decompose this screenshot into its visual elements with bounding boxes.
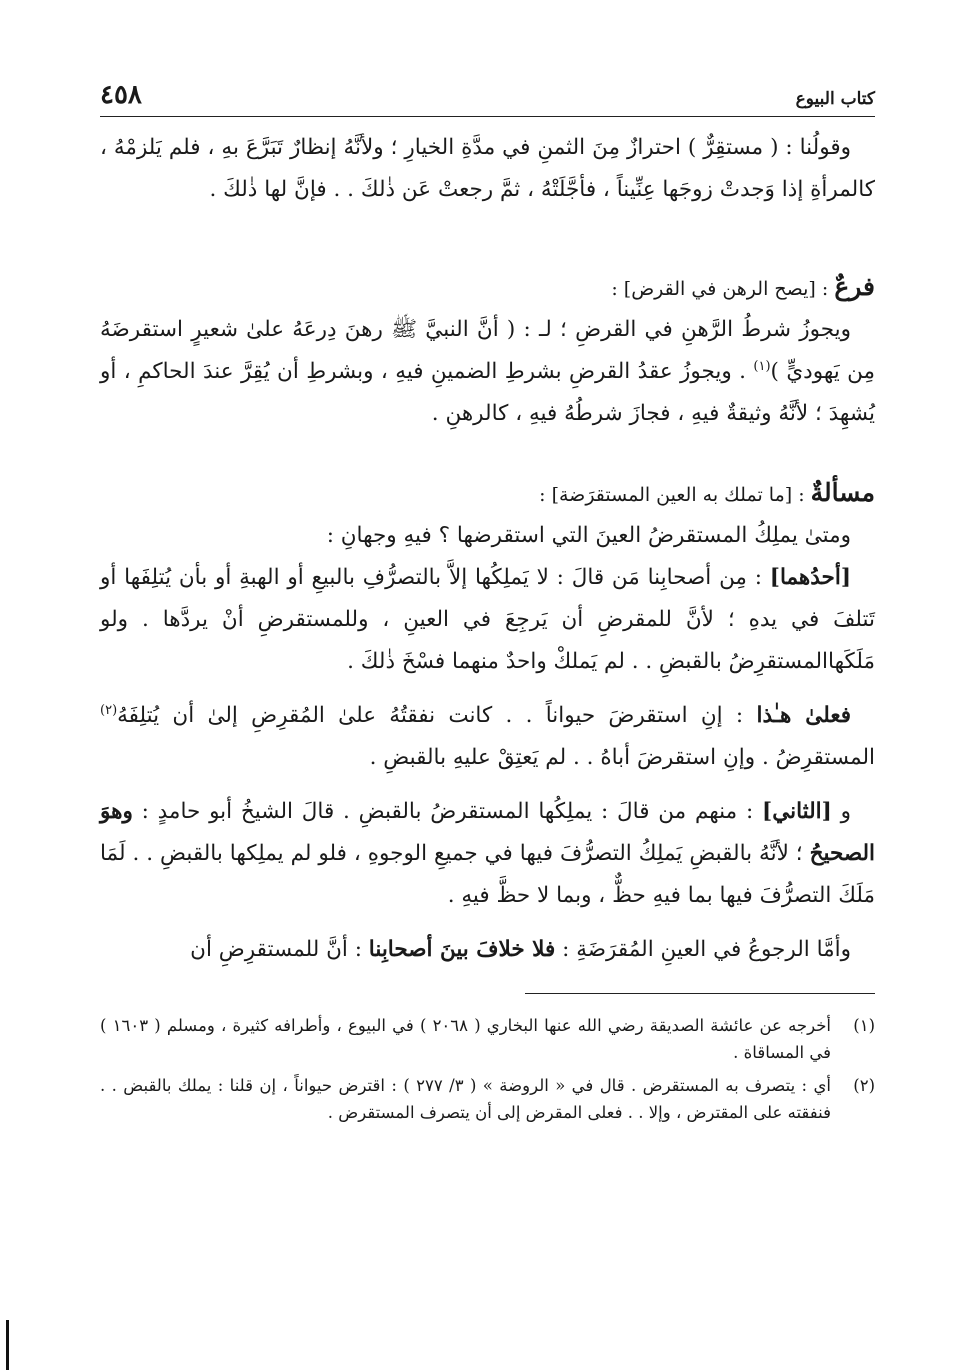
paragraph-first-view: [100, 557, 875, 683]
scan-edge-mark: [6, 1320, 9, 1370]
paragraph-rahn: [100, 309, 875, 435]
rahn-text-b: . ويجوزُ عقدُ القرضِ بشرطِ الضمينِ فيهِ ، وبشرطِ أن يُقِرَّ عندَ الحاكمِ ، أو يُشهِدَ ؛ لأنَّهُ وثيقةٌ فيهِ ، فجازَ شرطُهُ فيهِ ، كالرهنِ .: [100, 359, 875, 426]
main-text: [100, 127, 875, 971]
paragraph-second-view: [100, 791, 875, 917]
consequence-text-a: : إنِ استقرضَ حيواناً . . كانت نفقتُهُ علىٰ المُقرِضِ إلىٰ أن يُتلِفَهُ: [117, 703, 757, 728]
footnote-ref-1[interactable]: (١): [753, 358, 771, 374]
second-view-prefix: و: [831, 799, 851, 824]
masala-label: مسألةٌ: [810, 478, 875, 507]
second-view-text-b: ؛ لأنَّهُ بالقبضِ يَملِكُ التصرُّفَ فيها في جميعِ الوجوهِ ، فلو لم يملِكها بالقبضِ . . لَمَا مَلَكَ التصرُّفَ فيها بما فيهِ حظٌّ ، وبما لا حظَّ فيهِ .: [100, 841, 875, 908]
section-heading-far: [100, 267, 875, 309]
second-view-text-a: : منهم من قالَ : يملِكُها المستقرضُ بالقبضِ . قالَ الشيخُ أبو حامدٍ :: [132, 799, 763, 824]
book-title: كتاب البيوع: [795, 89, 875, 109]
paragraph-two-views: ومتىٰ يملِكُ المستقرضُ العينَ التي استقرضها ؟ فيهِ وجهانِ :: [326, 523, 851, 548]
first-view-label: [أحدُهما]: [769, 565, 851, 590]
rahn-text-a: ويجوزُ شرطُ الرَّهنِ في القرضِ ؛ لـ : ( أنَّ النبيَّ ﷺ رهنَ دِرعَهُ علىٰ شعيرٍ استقرضَهُ مِن يَهوديٍّ ): [100, 317, 875, 384]
section-heading-masala: [100, 473, 875, 515]
paragraph-mustaqir: وقولُنا : ( مستقِرٌّ ) احترازٌ مِنَ الثمنِ في مدَّةِ الخيارِ ؛ ولأنَّهُ إنظارٌ تَبَرَّعَ بهِ ، فلم يَلزمْهُ ، كالمرأةِ إذا وَجدتْ زوجَها عِنِّيناً ، فأجَّلَتْهُ ، ثمَّ رجعتْ عَن ذٰلكَ . . فإنَّ لها ذٰلكَ .: [100, 135, 875, 202]
consequence-text-b: المستقرِضُ . وإنِ استقرضَ أباهُ . . لم يَعتِقْ عليهِ بالقبضِ .: [369, 745, 875, 770]
far-title: : [يصح الرهن في القرض] :: [611, 278, 835, 300]
footnote-number: (٢): [853, 1076, 875, 1095]
first-view-text: : مِن أصحابِنا مَن قالَ : لا يَملِكُها إلاَّ بالتصرُّفِ بالبيعِ أو الهبةِ أو بأن يُتلِفَها أو تَتلفَ في يدهِ ؛ لأنَّ للمقرضِ أن يَرجِعَ في العينِ ، وللمستقرضِ أنْ يردَّها . ولو مَلَكَهاالمستقرِضُ بالقبضِ . . لم يَملكْ واحدٌ منهما فسْخَ ذٰلكَ .: [100, 565, 875, 674]
paragraph-consequence: [100, 695, 875, 779]
far-label: فرعٌ: [834, 272, 875, 301]
masala-title: : [ما تملك به العين المستقرَضة] :: [539, 484, 811, 506]
no-dispute-label: فلا خلافَ بينَ أصحابِنا: [368, 937, 556, 962]
correct-view-label: وهوَ الصحيحُ: [100, 799, 875, 866]
footnote-text: أخرجه عن عائشة الصديقة رضي الله عنها البخاري ( ٢٠٦٨ ) في البيوع ، وأطرافه كثيرة ، ومسلم ( ١٦٠٣ ) في المساقاة .: [100, 1016, 832, 1062]
footnote-text: أي : يتصرف به المستقرض . قال في « الروضة » ( ٣/ ٢٧٧ ) : اقترض حيواناً ، إن قلنا : يملك بالقبض . . فنفقته على المقترض ، وإلا . . فعلى المقرض إلى أن يتصرف المستقرض .: [100, 1076, 831, 1122]
footnote-number: (١): [853, 1016, 875, 1035]
consequence-label: فعلىٰ هـٰذا: [756, 703, 851, 728]
page-header: [100, 80, 875, 117]
book-page: [100, 80, 875, 1132]
return-text-b: : أنَّ للمستقرِضِ أن: [190, 937, 369, 962]
paragraph-return: [100, 929, 875, 971]
footnotes: [100, 1012, 875, 1126]
second-view-label: [الثاني]: [762, 799, 832, 824]
footnote-1: [100, 1012, 875, 1066]
footnote-divider: [525, 993, 875, 994]
footnote-2: [100, 1072, 875, 1126]
return-text-a: وأمَّا الرجوعُ في العينِ المُقرَضَةِ :: [555, 937, 851, 962]
page-number: ٤٥٨: [100, 80, 142, 110]
footnote-ref-2[interactable]: (٢): [100, 702, 118, 718]
